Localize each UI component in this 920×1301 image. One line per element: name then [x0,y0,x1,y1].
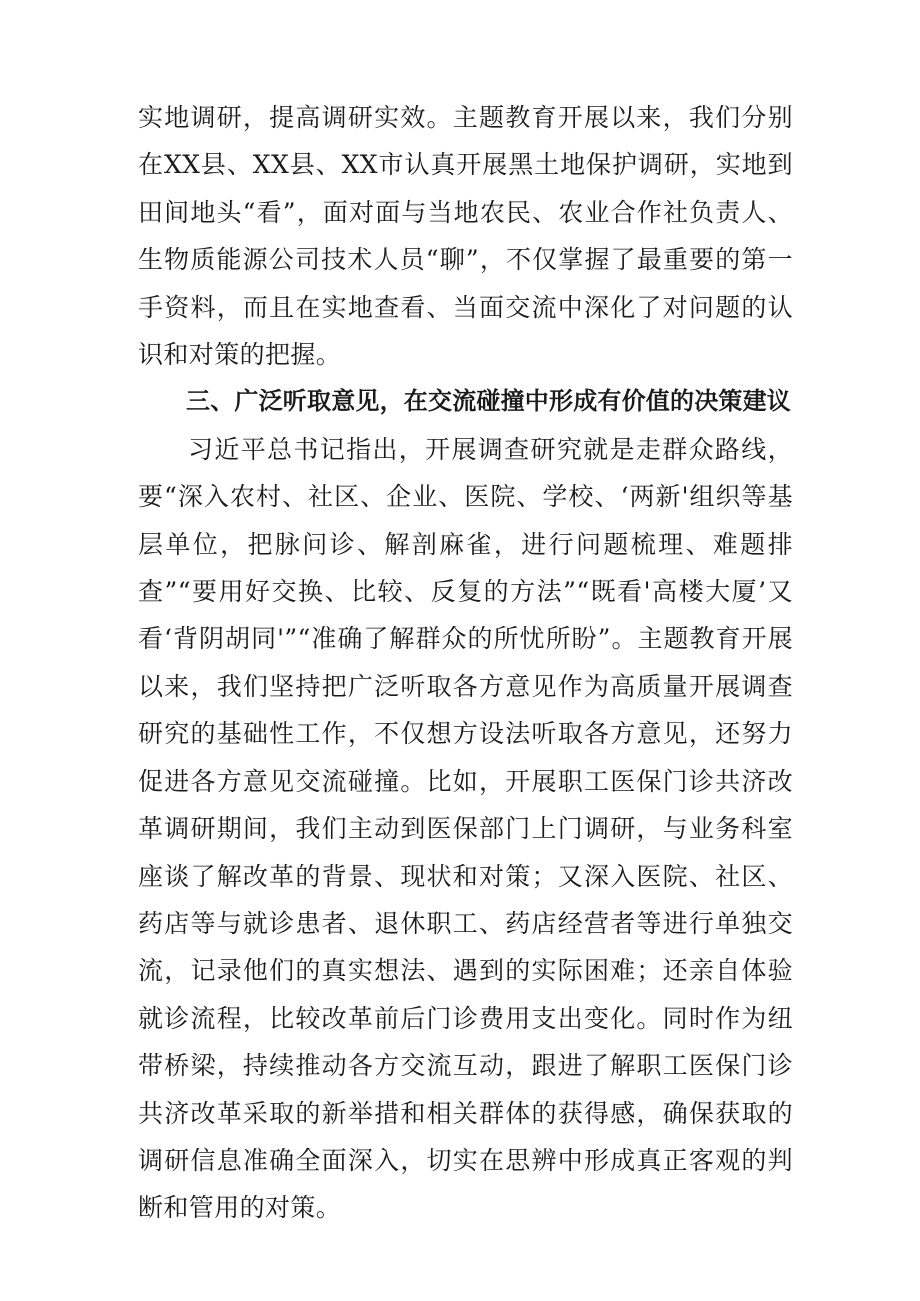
section-heading-3: 三、广泛听取意见，在交流碰撞中形成有价值的决策建议 [186,387,791,416]
paragraph-continuation: 实地调研，提高调研实效。主题教育开展以来，我们分别在XX县、XX县、XX市认真开展黑土地保护调研，实地到田间地头“看”，面对面与当地农民、农业合作社负责人、生物质能源公司技术人员“聊”，不仅掌握了最重要的第一手资料，而且在实地查看、当面交流中深化了对问题的认识和对策的把握。 [138,103,793,370]
document-body [138,94,793,1232]
paragraph-section-3: 习近平总书记指出，开展调查研究就是走群众路线，要“深入农村、社区、企业、医院、学校、‘两新'组织等基层单位，把脉问诊、解剖麻雀，进行问题梳理、难题排查”“要用好交换、比较、反复的方法”“既看'高楼大厦’又看‘背阴胡同'”“准确了解群众的所忧所盼”。主题教育开展以来，我们坚持把广泛听取各方意见作为高质量开展调查研究的基础性工作，不仅想方设法听取各方意见，还努力促进各方意见交流碰撞。比如，开展职工医保门诊共济改革调研期间，我们主动到医保部门上门调研，与业务科室座谈了解改革的背景、现状和对策；又深入医院、社区、药店等与就诊患者、退休职工、药店经营者等进行单独交流，记录他们的真实想法、遇到的实际困难；还亲自体验就诊流程，比较改革前后门诊费用支出变化。同时作为纽带桥梁，持续推动各方交流互动，跟进了解职工医保门诊共济改革采取的新举措和相关群体的获得感，确保获取的调研信息准确全面深入，切实在思辨中形成真正客观的判断和管用的对策。 [138,434,793,1223]
